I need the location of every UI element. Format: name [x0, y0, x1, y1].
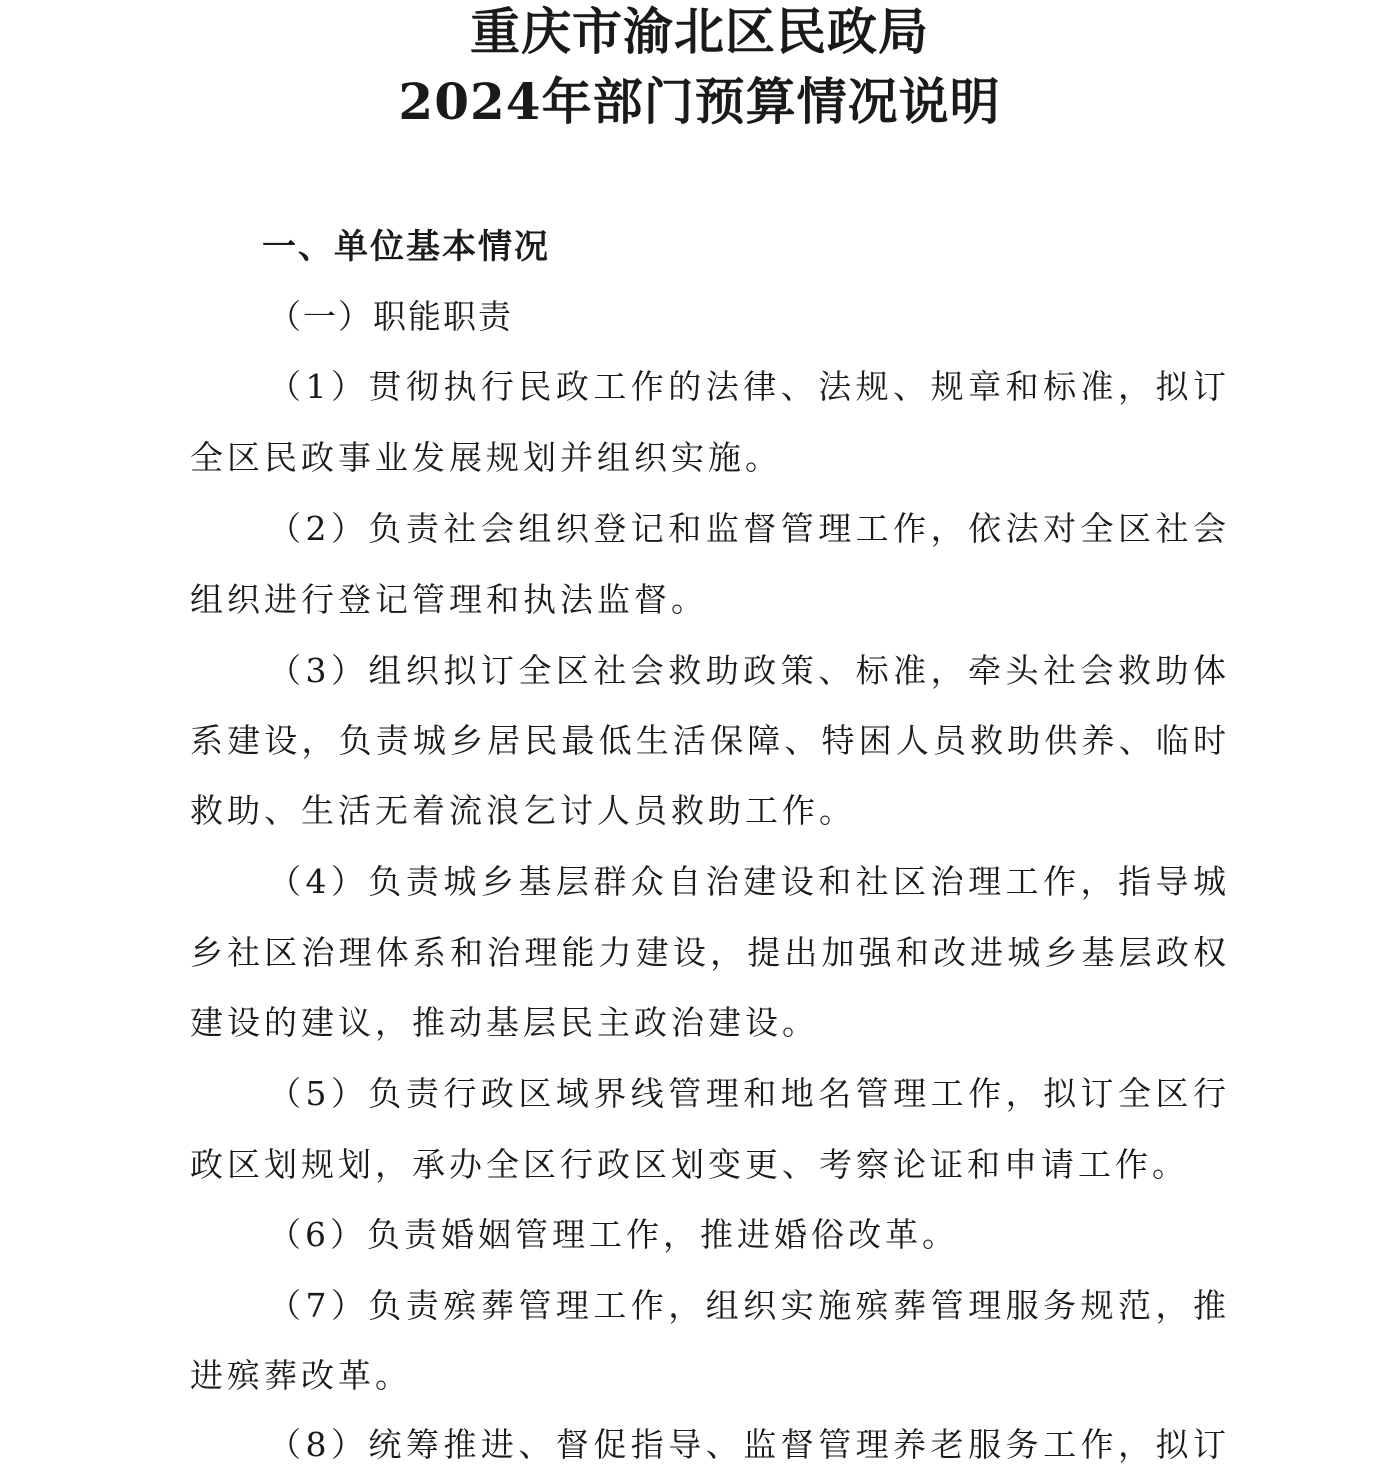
paragraph-4-line-3: 建设的建议，推动基层民主政治建设。	[190, 1003, 819, 1042]
paragraph-1-line-1: （1）贯彻执行民政工作的法律、法规、规章和标准，拟订	[268, 367, 1226, 406]
subsection-heading: （一）职能职责	[268, 297, 513, 336]
paragraph-3-line-3: 救助、生活无着流浪乞讨人员救助工作。	[190, 791, 856, 830]
document-title-line1: 重庆市渝北区民政局	[470, 2, 929, 61]
paragraph-1-line-2: 全区民政事业发展规划并组织实施。	[190, 438, 782, 477]
paragraph-3-line-1: （3）组织拟订全区社会救助政策、标准，牵头社会救助体	[268, 651, 1226, 690]
paragraph-4-line-2: 乡社区治理体系和治理能力建设，提出加强和改进城乡基层政权	[190, 933, 1226, 972]
paragraph-8-line-1: （8）统筹推进、督促指导、监督管理养老服务工作，拟订	[268, 1425, 1226, 1464]
paragraph-5-line-2: 政区划规划，承办全区行政区划变更、考察论证和申请工作。	[190, 1145, 1189, 1184]
paragraph-5-line-1: （5）负责行政区域界线管理和地名管理工作，拟订全区行	[268, 1074, 1226, 1113]
paragraph-7-line-1: （7）负责殡葬管理工作，组织实施殡葬管理服务规范，推	[268, 1286, 1226, 1325]
paragraph-3-line-2: 系建设，负责城乡居民最低生活保障、特困人员救助供养、临时	[190, 721, 1226, 760]
paragraph-2-line-2: 组织进行登记管理和执法监督。	[190, 580, 708, 619]
paragraph-6-line-1: （6）负责婚姻管理工作，推进婚俗改革。	[268, 1215, 959, 1254]
paragraph-7-line-2: 进殡葬改革。	[190, 1356, 412, 1395]
paragraph-2-line-1: （2）负责社会组织登记和监督管理工作，依法对全区社会	[268, 509, 1226, 548]
section-heading: 一、单位基本情况	[262, 227, 550, 267]
paragraph-4-line-1: （4）负责城乡基层群众自治建设和社区治理工作，指导城	[268, 862, 1226, 901]
document-title-line2: 2024年部门预算情况说明	[398, 72, 1001, 131]
